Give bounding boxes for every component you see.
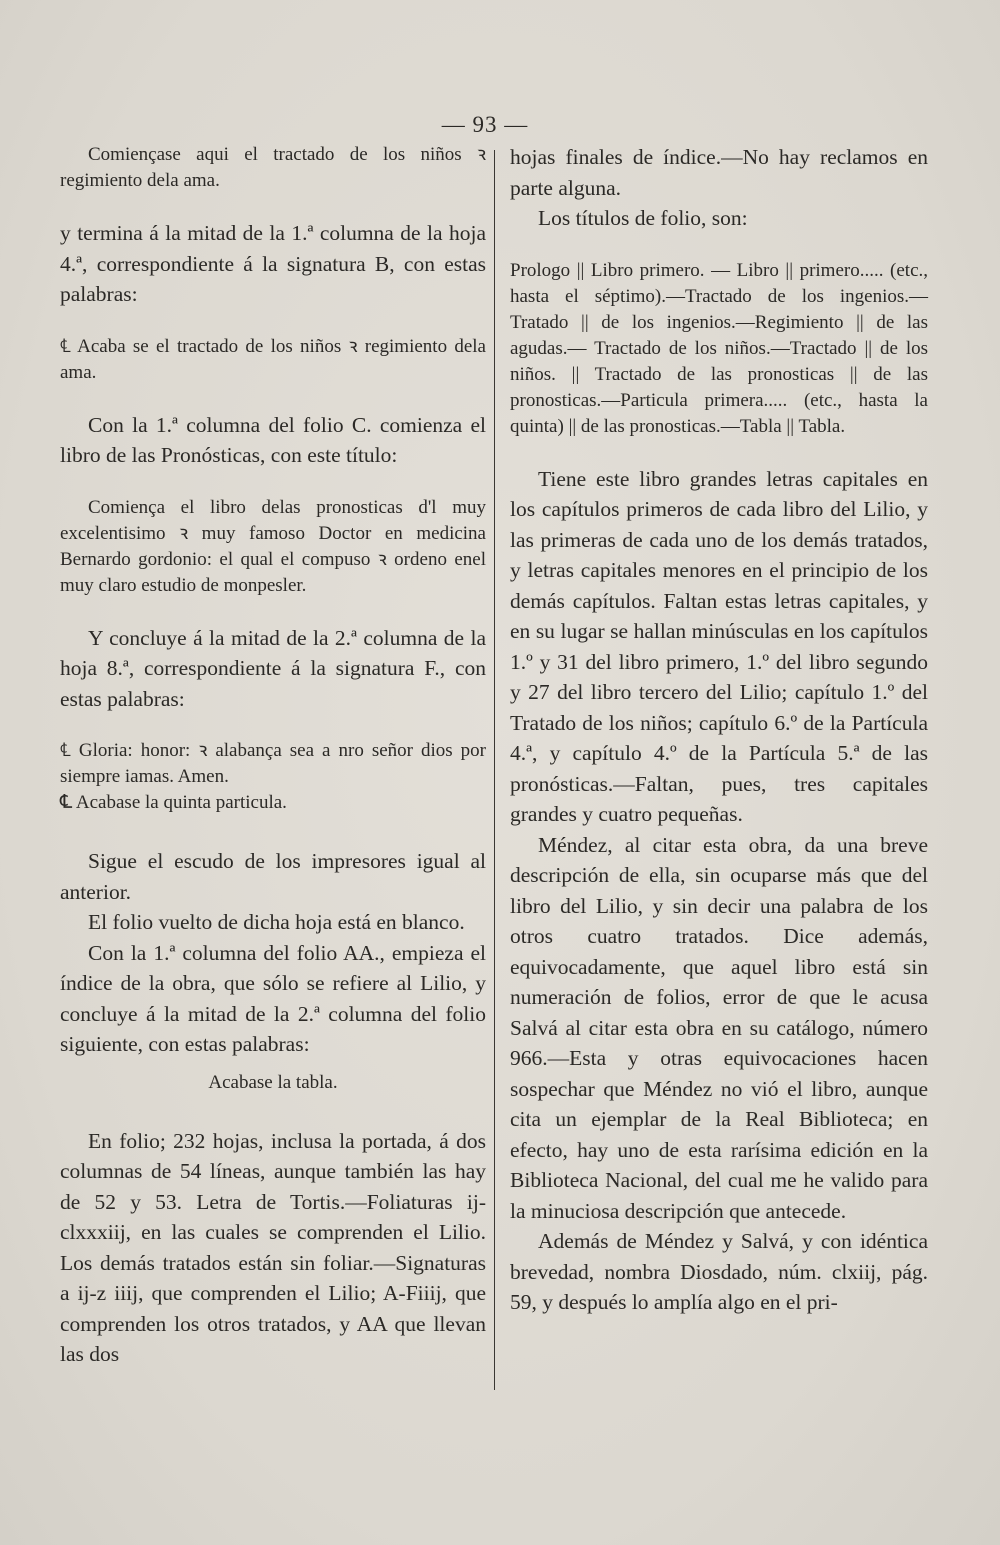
paragraph: y termina á la mitad de la 1.ª columna de la hoja 4.ª, correspondiente á la signatura B, con estas palabras:	[60, 221, 486, 306]
paragraph: Acabase la tabla.	[208, 1071, 338, 1093]
paragraph: Prologo || Libro primero. — Libro || primero..... (etc., hasta el séptimo).—Tractado de los ingenios.—Tratado || de los ingenios.—Regimiento || de las agudas.— Tractado de los niños.—Tractado || de los niños. || Tractado de las pronosticas || de las pronosticas.—Particula primera..... (etc., hasta la quinta) || de las pronosticas.—Tabla || Tabla.	[510, 259, 928, 437]
paragraph: ℄ Acabase la quinta particula.	[60, 792, 287, 813]
left-column	[60, 142, 486, 1370]
paragraph: Además de Méndez y Salvá, y con idéntica brevedad, nombra Diosdado, núm. clxiij, pág. 59, y después lo amplía algo en el pri-	[510, 1229, 928, 1314]
paragraph: Méndez, al citar esta obra, da una breve descripción de ella, sin ocuparse más que del libro del Lilio, y sin decir una palabra de los otros cuatro tratados. Dice además, equivocadamente, que aquel libro está sin numeración de folios, error de que le acusa Salvá al citar esta obra en su catálogo, número 966.—Esta y otras equivocaciones hacen sospechar que Méndez no vió el libro, aunque cita un ejemplar de la Real Biblioteca; en efecto, hay uno de esta rarísima edición en la Biblioteca Nacional, del cual me he valido para la minuciosa descripción que antecede.	[510, 832, 928, 1223]
paragraph: ℄ Gloria: honor: ꝛ alabança sea a nro señor dios por siempre iamas. Amen.	[60, 740, 486, 787]
paragraph: Comiença el libro delas pronosticas d'l muy excelentisimo ꝛ muy famoso Doctor en medicina Bernardo gordonio: el qual el compuso ꝛ ordeno enel muy claro estudio de monpesler.	[60, 496, 486, 596]
column-divider	[494, 150, 495, 1390]
paragraph: hojas finales de índice.—No hay reclamos en parte alguna.	[510, 145, 928, 200]
paragraph: Tiene este libro grandes letras capitales en los capítulos primeros de cada libro del Lilio, y las primeras de cada uno de los demás tratados, y letras capitales menores en el principio de los demás capítulos. Faltan estas letras capitales, y en su lugar se hallan minúsculas en los capítulos 1.º y 31 del libro primero, 1.º del libro segundo y 27 del libro tercero del Lilio; capítulo 1.º del Tratado de los niños; capítulo 6.º de la Partícula 4.ª, y capítulo 4.º de la Partícula 5.ª de las pronósticas.—Faltan, pues, tres capitales grandes y cuatro pequeñas.	[510, 466, 928, 826]
page-number: — 93 —	[441, 112, 529, 137]
paragraph: Y concluye á la mitad de la 2.ª columna de la hoja 8.ª, correspondiente á la signatura F., con estas palabras:	[60, 625, 486, 711]
paragraph: Los títulos de folio, son:	[538, 206, 748, 230]
paragraph: Con la 1.ª columna del folio C. comienza el libro de las Pronósticas, con este título:	[60, 412, 486, 467]
paragraph: El folio vuelto de dicha hoja está en blanco.	[88, 910, 465, 934]
paragraph: En folio; 232 hojas, inclusa la portada, á dos columnas de 54 líneas, aunque también las hay de 52 y 53. Letra de Tortis.—Foliaturas ij-clxxxiij, en las cuales se comprenden el Lilio. Los demás tratados están sin foliar.—Signaturas a ij-z iiij, que comprenden el Lilio; A-Fiiij, que comprenden los otros tratados, y AA que llevan las dos	[60, 1128, 486, 1366]
paragraph: ℄ Acaba se el tractado de los niños ꝛ regimiento dela ama.	[60, 335, 486, 383]
paragraph: Sigue el escudo de los impresores igual al anterior.	[60, 849, 486, 904]
paragraph: Con la 1.ª columna del folio AA., empieza el índice de la obra, que sólo se refiere al Lilio, y concluye á la mitad de la 2.ª columna del folio siguiente, con estas palabras:	[60, 940, 486, 1056]
right-column	[510, 142, 928, 1318]
paragraph: Comiençase aqui el tractado de los niños ꝛ regimiento dela ama.	[60, 144, 486, 191]
